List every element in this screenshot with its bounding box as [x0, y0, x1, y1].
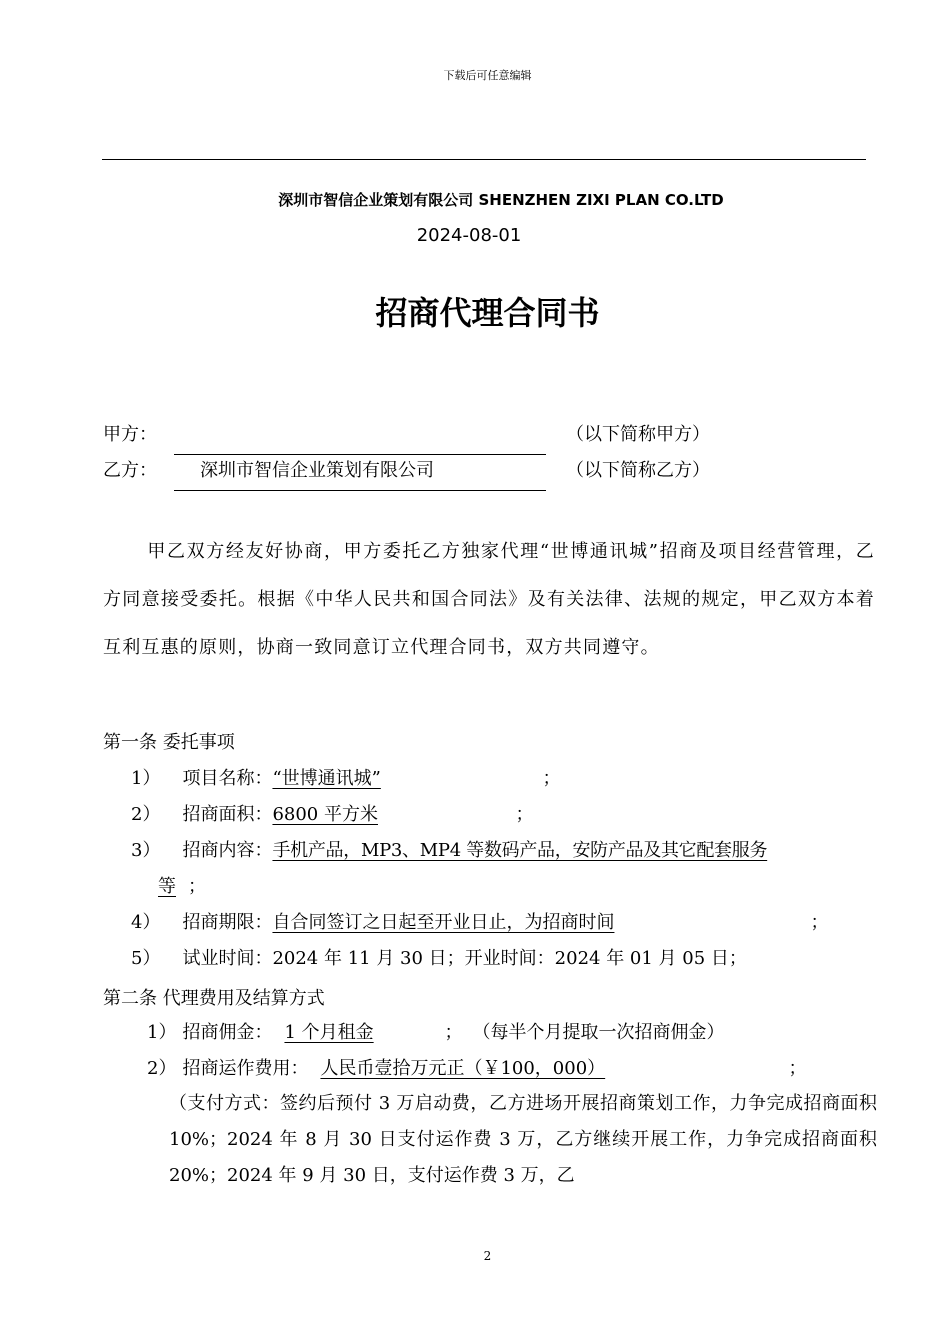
article-1-item-3-cont: 等 ；: [158, 872, 206, 898]
article-1-heading: 第一条 委托事项: [103, 732, 235, 753]
item-label: 招商期限：: [182, 912, 273, 933]
content-value: 手机产品，MP3、MP4 等数码产品，安防产品及其它配套服务: [272, 840, 768, 861]
company-header: 深圳市智信企业策划有限公司 SHENZHEN ZIXI PLAN CO.LTD: [278, 191, 724, 209]
party-b-note: （以下简称乙方）: [566, 460, 710, 481]
header-note: 下载后可任意编辑: [443, 69, 532, 82]
article-2-item-2: 2） 招商运作费用： 人民币壹拾万元正（￥100，000） ；: [147, 1054, 806, 1080]
item-label: 招商佣金：: [182, 1022, 273, 1043]
intro-text: 甲乙双方经友好协商，甲方委托乙方独家代理“世博通讯城”招商及项目经营管理，乙方同意接受委托。根据《中华人民共和国合同法》及有关法律、法规的规定，甲乙双方本着互利互惠的原则，协商一致同意订立代理合同书，双方共同遵守。: [103, 541, 875, 658]
trial-open-dates: 试业时间：2024 年 11 月 30 日；开业时间：2024 年 01 月 05 日；: [182, 948, 747, 969]
project-name-value: “世博通讯城”: [272, 768, 381, 789]
intro-paragraph: [103, 528, 875, 672]
page-number: 2: [483, 1249, 492, 1263]
item-label: 项目名称：: [182, 768, 273, 789]
item-number: 2）: [131, 804, 161, 825]
article-1-item-1: 1） 项目名称：“世博通讯城” ；: [131, 764, 560, 790]
document-title: 招商代理合同书: [375, 294, 600, 332]
party-a-underline: [174, 454, 546, 455]
area-value: 6800 平方米: [272, 804, 378, 825]
item-label: 招商运作费用：: [182, 1058, 309, 1079]
payment-terms: （支付方式：签约后预付 3 万启动费，乙方进场开展招商策划工作，力争完成招商面积 10%；2024 年 8 月 30 日支付运作费 3 万，乙方继续开展工作，力争完成招商面积 20%；2024 年 9 月 30 日，支付运作费 3 万，乙: [169, 1093, 877, 1186]
party-b-value: 深圳市智信企业策划有限公司: [200, 460, 434, 481]
article-1-item-4: 4） 招商期限：自合同签订之日起至开业日止，为招商时间 ；: [131, 908, 828, 934]
header-rule: [102, 159, 866, 160]
item-number: 5）: [131, 948, 161, 969]
item-label: 招商内容：: [182, 840, 273, 861]
party-a-note: （以下简称甲方）: [566, 424, 710, 445]
item-label: 招商面积：: [182, 804, 273, 825]
commission-note: （每半个月提取一次招商佣金）: [472, 1022, 725, 1043]
party-a-label: 甲方：: [103, 424, 157, 445]
article-2-item-1: 1） 招商佣金： 1 个月租金 ； （每半个月提取一次招商佣金）: [147, 1018, 724, 1044]
item-number: 1）: [147, 1022, 177, 1043]
commission-value: 1 个月租金: [284, 1022, 374, 1043]
item-number: 2）: [147, 1058, 177, 1079]
article-1-item-3: [131, 836, 767, 862]
document-date: 2024-08-01: [416, 225, 522, 246]
article-2-heading: 第二条 代理费用及结算方式: [103, 988, 325, 1009]
article-1-item-5: [131, 944, 747, 970]
operation-fee-value: 人民币壹拾万元正（￥100，000）: [320, 1058, 606, 1079]
item-number: 3）: [131, 840, 161, 861]
article-1-item-2: 2） 招商面积：6800 平方米 ；: [131, 800, 533, 826]
term-value: 自合同签订之日起至开业日止，为招商时间: [272, 912, 615, 933]
item-number: 4）: [131, 912, 161, 933]
item-number: 1）: [131, 768, 161, 789]
party-b-label: 乙方：: [103, 460, 157, 481]
party-b-underline: [174, 490, 546, 491]
content-value-cont: 等: [158, 876, 176, 897]
